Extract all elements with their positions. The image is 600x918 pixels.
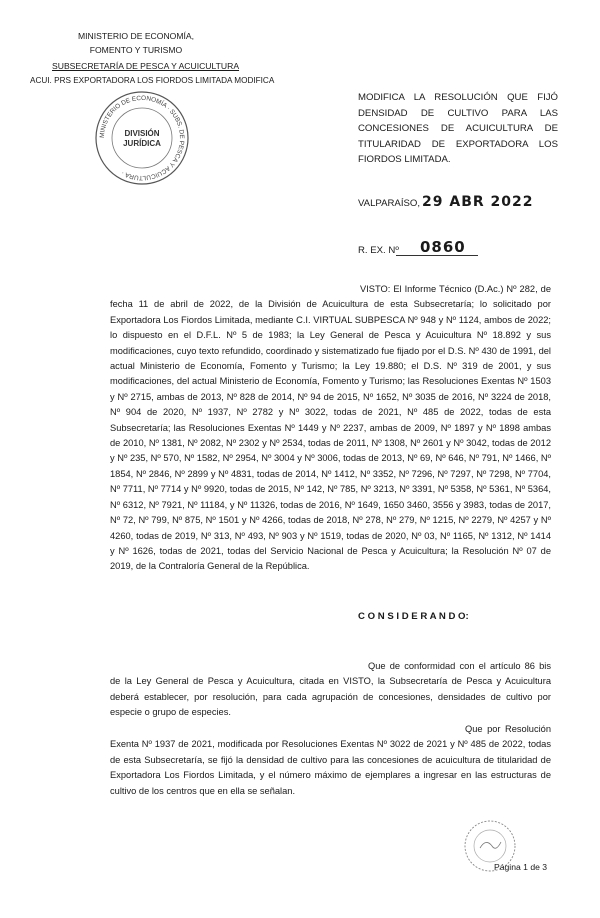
header-reference: ACUI. PRS EXPORTADORA LOS FIORDOS LIMITADA MODIFICA [30, 76, 275, 85]
place-label: VALPARAÍSO, [358, 198, 421, 209]
subject-reference: MODIFICA LA RESOLUCIÓN QUE FIJÓ DENSIDAD DE CULTIVO PARA LAS CONCESIONES DE ACUICULTURA DE TITULARIDAD DE EXPORTADORA LOS FIORDOS LIMITADA. [358, 92, 558, 165]
page-number: Página 1 de 3 [494, 862, 548, 872]
stamp-juridica-label: JURÍDICA [123, 139, 161, 148]
header-subsecretaria-text: SUBSECRETARÍA DE PESCA Y ACUICULTURA [52, 61, 240, 71]
header-ministry-line1: MINISTERIO DE ECONOMÍA, [77, 31, 195, 41]
resolution-number: 0860 [420, 238, 466, 256]
header-ministry-line2: FOMENTO Y TURISMO [89, 45, 183, 55]
considerando-paragraph-1: Que de conformidad con el artículo 86 bis de la Ley General de Pesca y Acuicultura, citada en VISTO, la Subsecretaría de Pesca y Acuicultura deberá establecer, por resolución, para cada agrupación de concesiones, densidades de cultivo por especie o grupo de especies. [110, 661, 551, 718]
division-juridica-stamp [92, 88, 192, 188]
header-subsecretaria [52, 60, 240, 73]
considerando-heading: C O N S I D E R A N D O: [358, 611, 469, 622]
visto-paragraph: VISTO: El Informe Técnico (D.Ac.) Nº 282, de fecha 11 de abril de 2022, de la División de Acuicultura de esta Subsecretaría; lo solicitado por Exportadora Los Fiordos Limitada, mediante C.I. VIRTUAL SUBPESCA Nº 948 y Nº 1124, ambos de 2022; lo dispuesto en el D.F.L. Nº 5 de 1983; la Ley General de Pesca y Acuicultura Nº 18.892 y sus modificaciones, cuyo texto refundido, coordinado y sistematizado fue fijado por el D.S. Nº 430 de 1991, del actual Ministerio de Economía, Fomento y Turismo; la Ley 19.880; el D.S. Nº 319 de 2001, y sus modificaciones, del actual Ministerio de Economía, Fomento y Turismo; las Resoluciones Exentas Nº 1503 y Nº 2715, ambas de 2013, Nº 828 de 2014, Nº 94 de 2015, Nº 1652, Nº 3035 de 2016, Nº 3224 de 2018, Nº 904 de 2020, Nº 1937, Nº 2782 y Nº 3022, todas de 2021, Nº 485 de 2022, todas de esta Subsecretaría; las Resoluciones Exentas Nº 1449 y Nº 2237, ambas de 2009, Nº 1897 y Nº 1898 ambas de 2010, Nº 1381, Nº 2082, Nº 2302 y Nº 2534, todas de 2011, Nº 1308, Nº 2601 y Nº 3042, todas de 2012 y Nº 235, Nº 570, Nº 1582, Nº 2954, Nº 3004 y Nº 3006, todas de 2013, Nº 69, Nº 646, Nº 791, Nº 1466, Nº 1854, Nº 2846, Nº 2899 y Nº 4831, todas de 2014, Nº 1412, Nº 3352, Nº 7296, Nº 7297, Nº 7298, Nº 7704, Nº 7711, Nº 7714 y Nº 9920, todas de 2015, Nº 142, Nº 785, Nº 3213, Nº 3391, Nº 5358, Nº 5361, Nº 5364, Nº 6312, Nº 7921, Nº 11184, y Nº 11326, todas de 2016, Nº 1649, 1650 3460, 3556 y 3983, todas de 2017, Nº 72, Nº 799, Nº 875, Nº 1501 y Nº 4266, todas de 2018, Nº 278, Nº 279, Nº 1215, Nº 2279, Nº 4257 y Nº 4260, todas de 2019, Nº 313, Nº 493, Nº 903 y Nº 1519, todas de 2020, Nº 03, Nº 1165, Nº 1312, Nº 1414 y Nº 1626, todas de 2021, todas del Servicio Nacional de Pesca y Acuicultura; la Resolución Nº 07 de 2019, de la Contraloría General de la República. [110, 284, 551, 572]
stamp-ring-text: MINISTERIO DE ECONOMÍA · SUBS. DE PESCA Y ACUICULTURA · [98, 94, 186, 182]
date-stamp: 29 ABR 2022 [422, 194, 534, 210]
resolution-label: R. EX. Nº [358, 245, 399, 256]
stamp-division-label: DIVISIÓN [124, 129, 160, 138]
considerando-paragraph-2: Que por Resolución Exenta Nº 1937 de 2021, modificada por Resoluciones Exentas Nº 3022 de 2021 y Nº 485 de 2022, todas de esta Subsecretaría, se fijó la densidad de cultivo para las concesiones de acuicultura de titularidad de Exportadora Los Fiordos Limitada, y el número máximo de ejemplares a ingresar en las estructuras de cultivo de los centros que en ella se señalan. [110, 724, 551, 796]
